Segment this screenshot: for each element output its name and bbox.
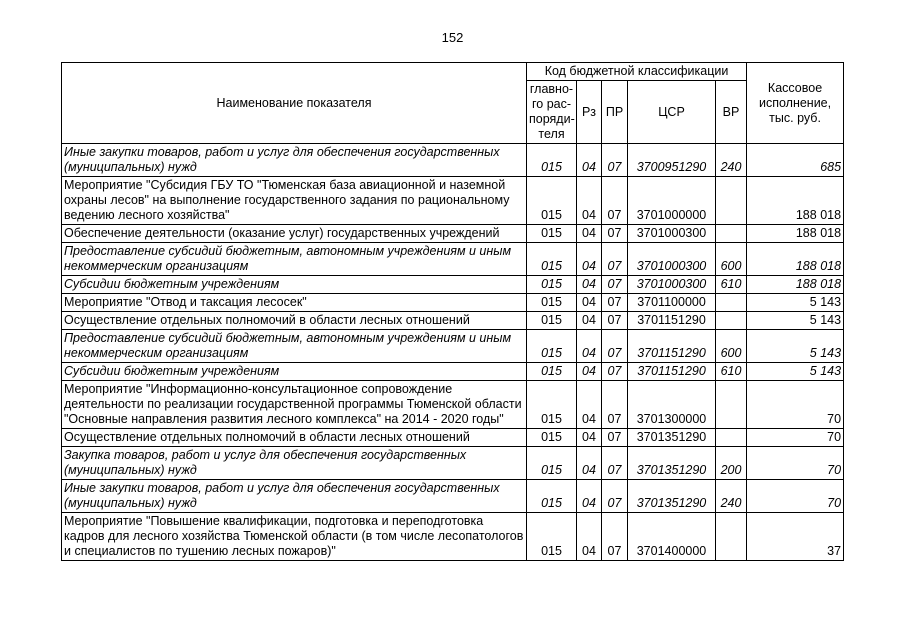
cell-glavn: 015 [527, 381, 577, 429]
cell-pr: 07 [602, 330, 628, 363]
cell-name: Осуществление отдельных полномочий в области лесных отношений [62, 429, 527, 447]
table-row [62, 381, 844, 429]
cell-vr [716, 312, 747, 330]
cell-amount: 5 143 [747, 294, 844, 312]
col-header-amount: Кассовое исполнение, тыс. руб. [747, 63, 844, 144]
cell-amount: 5 143 [747, 330, 844, 363]
cell-glavn: 015 [527, 330, 577, 363]
table-row [62, 312, 844, 330]
table-row [62, 177, 844, 225]
cell-pr: 07 [602, 177, 628, 225]
cell-csr: 3700951290 [628, 144, 716, 177]
cell-vr [716, 294, 747, 312]
cell-amount: 188 018 [747, 177, 844, 225]
cell-glavn: 015 [527, 363, 577, 381]
col-header-group: Код бюджетной классификации [527, 63, 747, 81]
cell-rz: 04 [577, 144, 602, 177]
cell-pr: 07 [602, 480, 628, 513]
cell-amount: 70 [747, 381, 844, 429]
cell-rz: 04 [577, 294, 602, 312]
cell-vr: 240 [716, 480, 747, 513]
col-header-csr: ЦСР [628, 81, 716, 144]
cell-pr: 07 [602, 243, 628, 276]
cell-rz: 04 [577, 480, 602, 513]
cell-vr: 600 [716, 330, 747, 363]
cell-csr: 3701000300 [628, 276, 716, 294]
cell-rz: 04 [577, 243, 602, 276]
cell-amount: 5 143 [747, 312, 844, 330]
table-row [62, 294, 844, 312]
col-header-glavn: главно-го рас-поряди-теля [527, 81, 577, 144]
cell-amount: 70 [747, 429, 844, 447]
table-body [62, 144, 844, 561]
cell-amount: 70 [747, 447, 844, 480]
cell-pr: 07 [602, 363, 628, 381]
cell-vr [716, 177, 747, 225]
page-number: 152 [441, 30, 464, 45]
cell-amount: 5 143 [747, 363, 844, 381]
cell-rz: 04 [577, 447, 602, 480]
cell-glavn: 015 [527, 513, 577, 561]
cell-pr: 07 [602, 294, 628, 312]
cell-glavn: 015 [527, 429, 577, 447]
cell-pr: 07 [602, 429, 628, 447]
cell-name: Предоставление субсидий бюджетным, автономным учреждениям и иным некоммерческим организациям [62, 330, 527, 363]
cell-pr: 07 [602, 381, 628, 429]
cell-csr: 3701151290 [628, 312, 716, 330]
table-row [62, 363, 844, 381]
table-header [62, 63, 844, 144]
cell-amount: 70 [747, 480, 844, 513]
cell-name: Закупка товаров, работ и услуг для обеспечения государственных (муниципальных) нужд [62, 447, 527, 480]
table-row [62, 243, 844, 276]
budget-table [61, 62, 844, 561]
cell-glavn: 015 [527, 243, 577, 276]
cell-name: Обеспечение деятельности (оказание услуг) государственных учреждений [62, 225, 527, 243]
cell-vr [716, 225, 747, 243]
cell-csr: 3701400000 [628, 513, 716, 561]
cell-glavn: 015 [527, 144, 577, 177]
cell-pr: 07 [602, 225, 628, 243]
cell-vr [716, 429, 747, 447]
table-row [62, 225, 844, 243]
cell-name: Осуществление отдельных полномочий в области лесных отношений [62, 312, 527, 330]
cell-amount: 37 [747, 513, 844, 561]
cell-name: Мероприятие "Отвод и таксация лесосек" [62, 294, 527, 312]
cell-rz: 04 [577, 330, 602, 363]
cell-rz: 04 [577, 429, 602, 447]
cell-csr: 3701351290 [628, 429, 716, 447]
cell-vr: 240 [716, 144, 747, 177]
cell-name: Предоставление субсидий бюджетным, автономным учреждениям и иным некоммерческим организациям [62, 243, 527, 276]
cell-vr [716, 513, 747, 561]
cell-pr: 07 [602, 312, 628, 330]
cell-csr: 3701000300 [628, 243, 716, 276]
table-row [62, 480, 844, 513]
table-row [62, 429, 844, 447]
cell-vr: 200 [716, 447, 747, 480]
cell-pr: 07 [602, 144, 628, 177]
cell-amount: 685 [747, 144, 844, 177]
cell-vr: 600 [716, 243, 747, 276]
cell-rz: 04 [577, 276, 602, 294]
cell-name: Мероприятие "Информационно-консультационное сопровождение деятельности по реализации государственной программы Тюменской области "Основные направления развития лесного комплекса" на 2014 - 2020 годы" [62, 381, 527, 429]
cell-rz: 04 [577, 225, 602, 243]
cell-pr: 07 [602, 513, 628, 561]
cell-csr: 3701100000 [628, 294, 716, 312]
cell-glavn: 015 [527, 177, 577, 225]
cell-name: Иные закупки товаров, работ и услуг для обеспечения государственных (муниципальных) нужд [62, 144, 527, 177]
cell-glavn: 015 [527, 480, 577, 513]
col-header-vr: ВР [716, 81, 747, 144]
cell-csr: 3701000300 [628, 225, 716, 243]
table-row [62, 447, 844, 480]
cell-amount: 188 018 [747, 225, 844, 243]
cell-name: Субсидии бюджетным учреждениям [62, 363, 527, 381]
cell-amount: 188 018 [747, 276, 844, 294]
table-row [62, 330, 844, 363]
table-row [62, 513, 844, 561]
col-header-pr: ПР [602, 81, 628, 144]
cell-vr [716, 381, 747, 429]
cell-name: Мероприятие "Повышение квалификации, подготовка и переподготовка кадров для лесного хозяйства Тюменской области (в том числе лесопатологов и специалистов по тушению лесных пожаров)" [62, 513, 527, 561]
cell-vr: 610 [716, 363, 747, 381]
cell-name: Субсидии бюджетным учреждениям [62, 276, 527, 294]
cell-csr: 3701351290 [628, 447, 716, 480]
cell-rz: 04 [577, 363, 602, 381]
table-row [62, 276, 844, 294]
cell-name: Иные закупки товаров, работ и услуг для обеспечения государственных (муниципальных) нужд [62, 480, 527, 513]
cell-amount: 188 018 [747, 243, 844, 276]
cell-csr: 3701000000 [628, 177, 716, 225]
cell-pr: 07 [602, 276, 628, 294]
cell-rz: 04 [577, 312, 602, 330]
cell-vr: 610 [716, 276, 747, 294]
cell-glavn: 015 [527, 312, 577, 330]
cell-glavn: 015 [527, 294, 577, 312]
cell-rz: 04 [577, 513, 602, 561]
col-header-rz: Рз [577, 81, 602, 144]
cell-csr: 3701351290 [628, 480, 716, 513]
cell-name: Мероприятие "Субсидия ГБУ ТО "Тюменская база авиационной и наземной охраны лесов" на выполнение государственного задания по рациональному ведению лесного хозяйства" [62, 177, 527, 225]
cell-csr: 3701300000 [628, 381, 716, 429]
cell-csr: 3701151290 [628, 330, 716, 363]
col-header-name: Наименование показателя [62, 63, 527, 144]
cell-glavn: 015 [527, 225, 577, 243]
cell-rz: 04 [577, 381, 602, 429]
cell-glavn: 015 [527, 276, 577, 294]
cell-pr: 07 [602, 447, 628, 480]
cell-rz: 04 [577, 177, 602, 225]
table-row [62, 144, 844, 177]
cell-glavn: 015 [527, 447, 577, 480]
cell-csr: 3701151290 [628, 363, 716, 381]
